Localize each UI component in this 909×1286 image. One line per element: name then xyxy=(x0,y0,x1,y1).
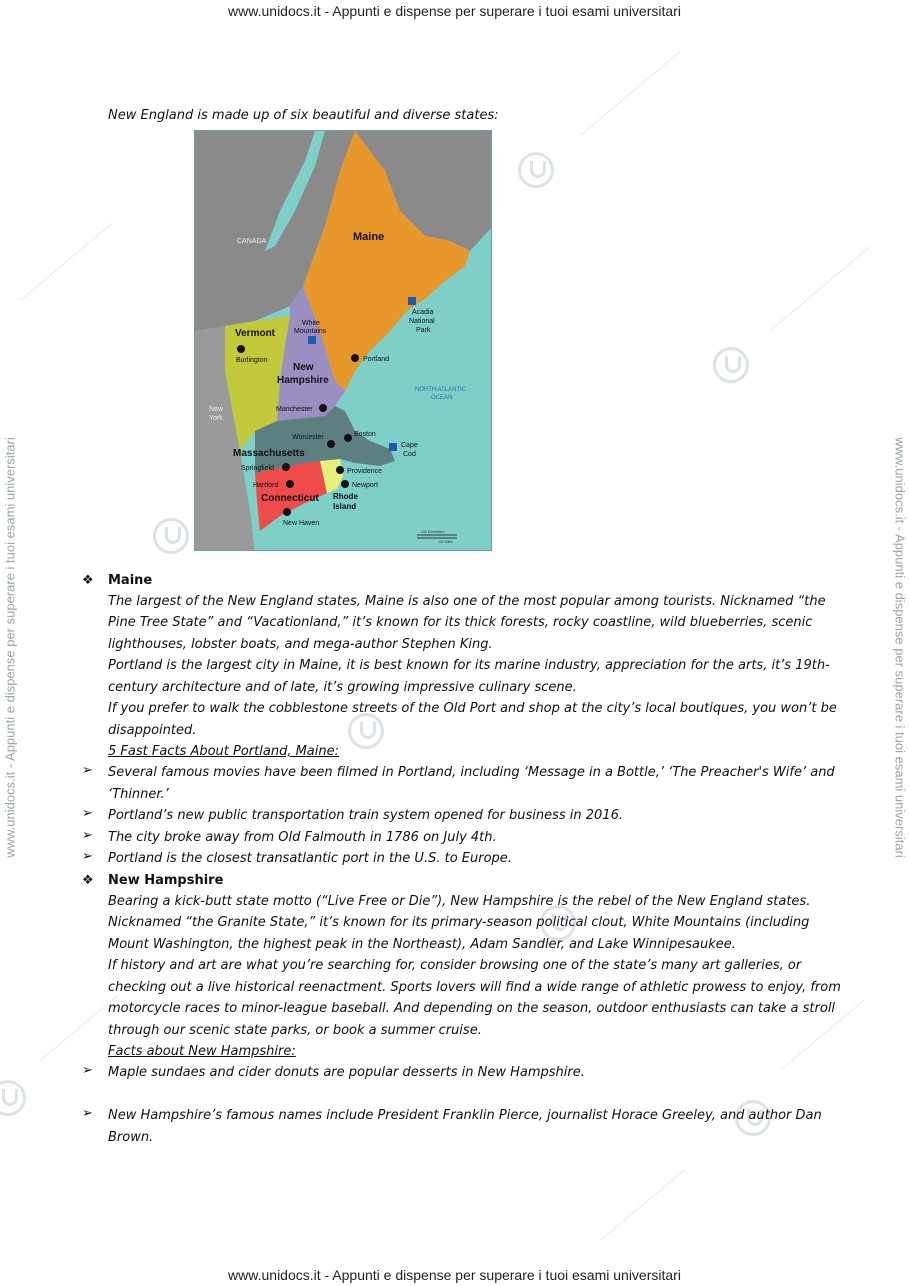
nh-paragraph-line: motorcycle races to minor-league baseball. And depending on the season, outdoor enthusiasts can take a stroll xyxy=(108,1001,836,1016)
arrow-bullet-icon: ➢ xyxy=(82,1106,93,1121)
watermark-stroke xyxy=(40,996,117,1061)
nh-fact-continued: Brown. xyxy=(108,1130,154,1145)
label-massachusetts: Massachusetts xyxy=(233,448,305,459)
portland-dot-icon xyxy=(351,354,359,362)
label-hartford: Hartford xyxy=(253,482,279,489)
label-acadia-2: National xyxy=(409,318,435,325)
label-white-mountains-1: White xyxy=(302,320,320,327)
arrow-bullet-icon: ➢ xyxy=(82,806,93,821)
nh-paragraph-line: Nicknamed “the Granite State,” it’s known for its primary-season political clout, White Mountains (including xyxy=(108,915,810,930)
maine-paragraph-line: disappointed. xyxy=(108,723,197,738)
portland-fact: Portland is the closest transatlantic port in the U.S. to Europe. xyxy=(108,851,512,866)
label-new-york-2: York xyxy=(209,415,223,422)
nh-paragraph-line: Mount Washington, the highest peak in the Northeast), Adam Sandler, and Lake Winnipesaukee. xyxy=(108,937,736,952)
intro-text: New England is made up of six beautiful and diverse states: xyxy=(108,108,499,123)
label-vermont: Vermont xyxy=(235,328,276,339)
watermark-logo-icon xyxy=(153,518,189,554)
boston-dot-icon xyxy=(344,434,352,442)
label-rhode-2: Island xyxy=(333,502,357,511)
label-ocean-1: NORTH ATLANTIC xyxy=(415,387,467,393)
watermark-footer: www.unidocs.it - Appunti e dispense per superare i tuoi esami universitari xyxy=(228,1267,681,1283)
cape-cod-marker-icon xyxy=(389,443,397,451)
portland-fact: The city broke away from Old Falmouth in 1786 on July 4th. xyxy=(108,830,497,845)
maine-paragraph-line: century architecture and of late, it’s growing impressive culinary scene. xyxy=(108,680,577,695)
label-springfield: Springfield xyxy=(241,465,275,472)
nh-fact: New Hampshire’s famous names include President Franklin Pierce, journalist Horace Greeley, and author Dan xyxy=(108,1108,822,1123)
burlington-dot-icon xyxy=(237,345,245,353)
newport-dot-icon xyxy=(341,480,349,488)
maine-paragraph-line: Portland is the largest city in Maine, it is best known for its marine industry, appreciation for the arts, it’s 19th- xyxy=(108,658,830,673)
label-manchester: Manchester xyxy=(276,406,313,413)
watermark-header: www.unidocs.it - Appunti e dispense per superare i tuoi esami universitari xyxy=(228,3,681,19)
nh-paragraph-line: If history and art are what you’re searching for, consider browsing one of the state’s many art galleries, or xyxy=(108,958,802,973)
providence-dot-icon xyxy=(336,466,344,474)
label-portland: Portland xyxy=(363,356,390,363)
label-ocean-2: OCEAN xyxy=(431,395,453,401)
new-haven-dot-icon xyxy=(283,508,291,516)
watermark-stroke xyxy=(600,1169,685,1240)
label-providence: Providence xyxy=(347,468,383,475)
watermark-logo-icon xyxy=(713,347,749,383)
arrow-bullet-icon: ➢ xyxy=(82,828,93,843)
watermark-side-left: www.unidocs.it - Appunti e dispense per superare i tuoi esami universitari xyxy=(2,437,18,858)
maine-paragraph-line: If you prefer to walk the cobblestone streets of the Old Port and shop at the city’s local boutiques, you won’t be xyxy=(108,701,837,716)
watermark-stroke xyxy=(580,51,680,135)
nh-paragraph-line: Bearing a kick-butt state motto (“Live Free or Die”), New Hampshire is the rebel of the New England states. xyxy=(108,894,811,909)
portland-fact: Portland’s new public transportation train system opened for business in 2016. xyxy=(108,808,624,823)
label-new-hampshire-1: New xyxy=(293,362,314,373)
map-svg xyxy=(195,131,492,551)
watermark-stroke xyxy=(20,223,113,301)
watermark-side-right: www.unidocs.it - Appunti e dispense per superare i tuoi esami universitari xyxy=(892,437,908,858)
maine-paragraph-line: Pine Tree State” and “Vacationland,” it’s known for its thick forests, rocky coastline, wild blueberries, scenic xyxy=(108,615,813,630)
watermark-logo-icon xyxy=(0,1080,26,1116)
portland-fact-continued: ‘Thinner.’ xyxy=(108,787,169,802)
nh-facts-title: Facts about New Hampshire: xyxy=(108,1044,296,1059)
arrow-bullet-icon: ➢ xyxy=(82,849,93,864)
springfield-dot-icon xyxy=(282,463,290,471)
scale-km: 100 Kilometers xyxy=(421,530,445,534)
label-white-mountains-2: Mountains xyxy=(294,328,327,335)
label-connecticut: Connecticut xyxy=(261,493,319,504)
portland-fact: Several famous movies have been filmed in Portland, including ‘Message in a Bottle,’ ‘The Preacher's Wife’ and xyxy=(108,765,835,780)
nh-paragraph-line: through our scenic state parks, or book a summer cruise. xyxy=(108,1023,482,1038)
label-rhode-1: Rhode xyxy=(333,492,358,501)
watermark-stroke xyxy=(770,246,870,330)
label-worcester: Worcester xyxy=(292,434,324,441)
label-cape-1: Cape xyxy=(401,442,418,449)
white-mountains-marker-icon xyxy=(308,336,316,344)
label-new-haven: New Haven xyxy=(283,520,320,527)
nh-fact: Maple sundaes and cider donuts are popular desserts in New Hampshire. xyxy=(108,1065,585,1080)
watermark-logo-icon xyxy=(518,152,554,188)
new-england-map xyxy=(194,130,492,551)
label-cape-2: Cod xyxy=(403,451,416,458)
arrow-bullet-icon: ➢ xyxy=(82,1063,93,1078)
manchester-dot-icon xyxy=(319,404,327,412)
arrow-bullet-icon: ➢ xyxy=(82,763,93,778)
acadia-marker-icon xyxy=(408,297,416,305)
maine-heading: Maine xyxy=(108,573,153,588)
diamond-bullet-icon: ❖ xyxy=(82,873,94,888)
label-burlington: Burlington xyxy=(236,357,268,364)
label-new-hampshire-2: Hampshire xyxy=(277,375,329,386)
worcester-dot-icon xyxy=(327,440,335,448)
label-canada: CANADA xyxy=(237,238,267,245)
label-maine: Maine xyxy=(353,231,385,243)
maine-paragraph-line: The largest of the New England states, Maine is also one of the most popular among tourists. Nicknamed “the xyxy=(108,594,826,609)
scale-mi: 100 Miles xyxy=(438,540,453,544)
hartford-dot-icon xyxy=(286,480,294,488)
label-acadia-3: Park xyxy=(416,327,431,334)
new-hampshire-heading: New Hampshire xyxy=(108,873,224,888)
diamond-bullet-icon: ❖ xyxy=(82,573,94,588)
nh-paragraph-line: checking out a live historical reenactment. Sports lovers will find a wide range of athletic prowess to enjoy, from xyxy=(108,980,841,995)
portland-facts-title: 5 Fast Facts About Portland, Maine: xyxy=(108,744,339,759)
label-acadia-1: Acadia xyxy=(412,309,434,316)
label-newport: Newport xyxy=(352,482,379,489)
label-boston: Boston xyxy=(354,431,376,438)
label-new-york-1: New xyxy=(209,406,224,413)
maine-paragraph-line: lighthouses, lobster boats, and mega-author Stephen King. xyxy=(108,637,493,652)
